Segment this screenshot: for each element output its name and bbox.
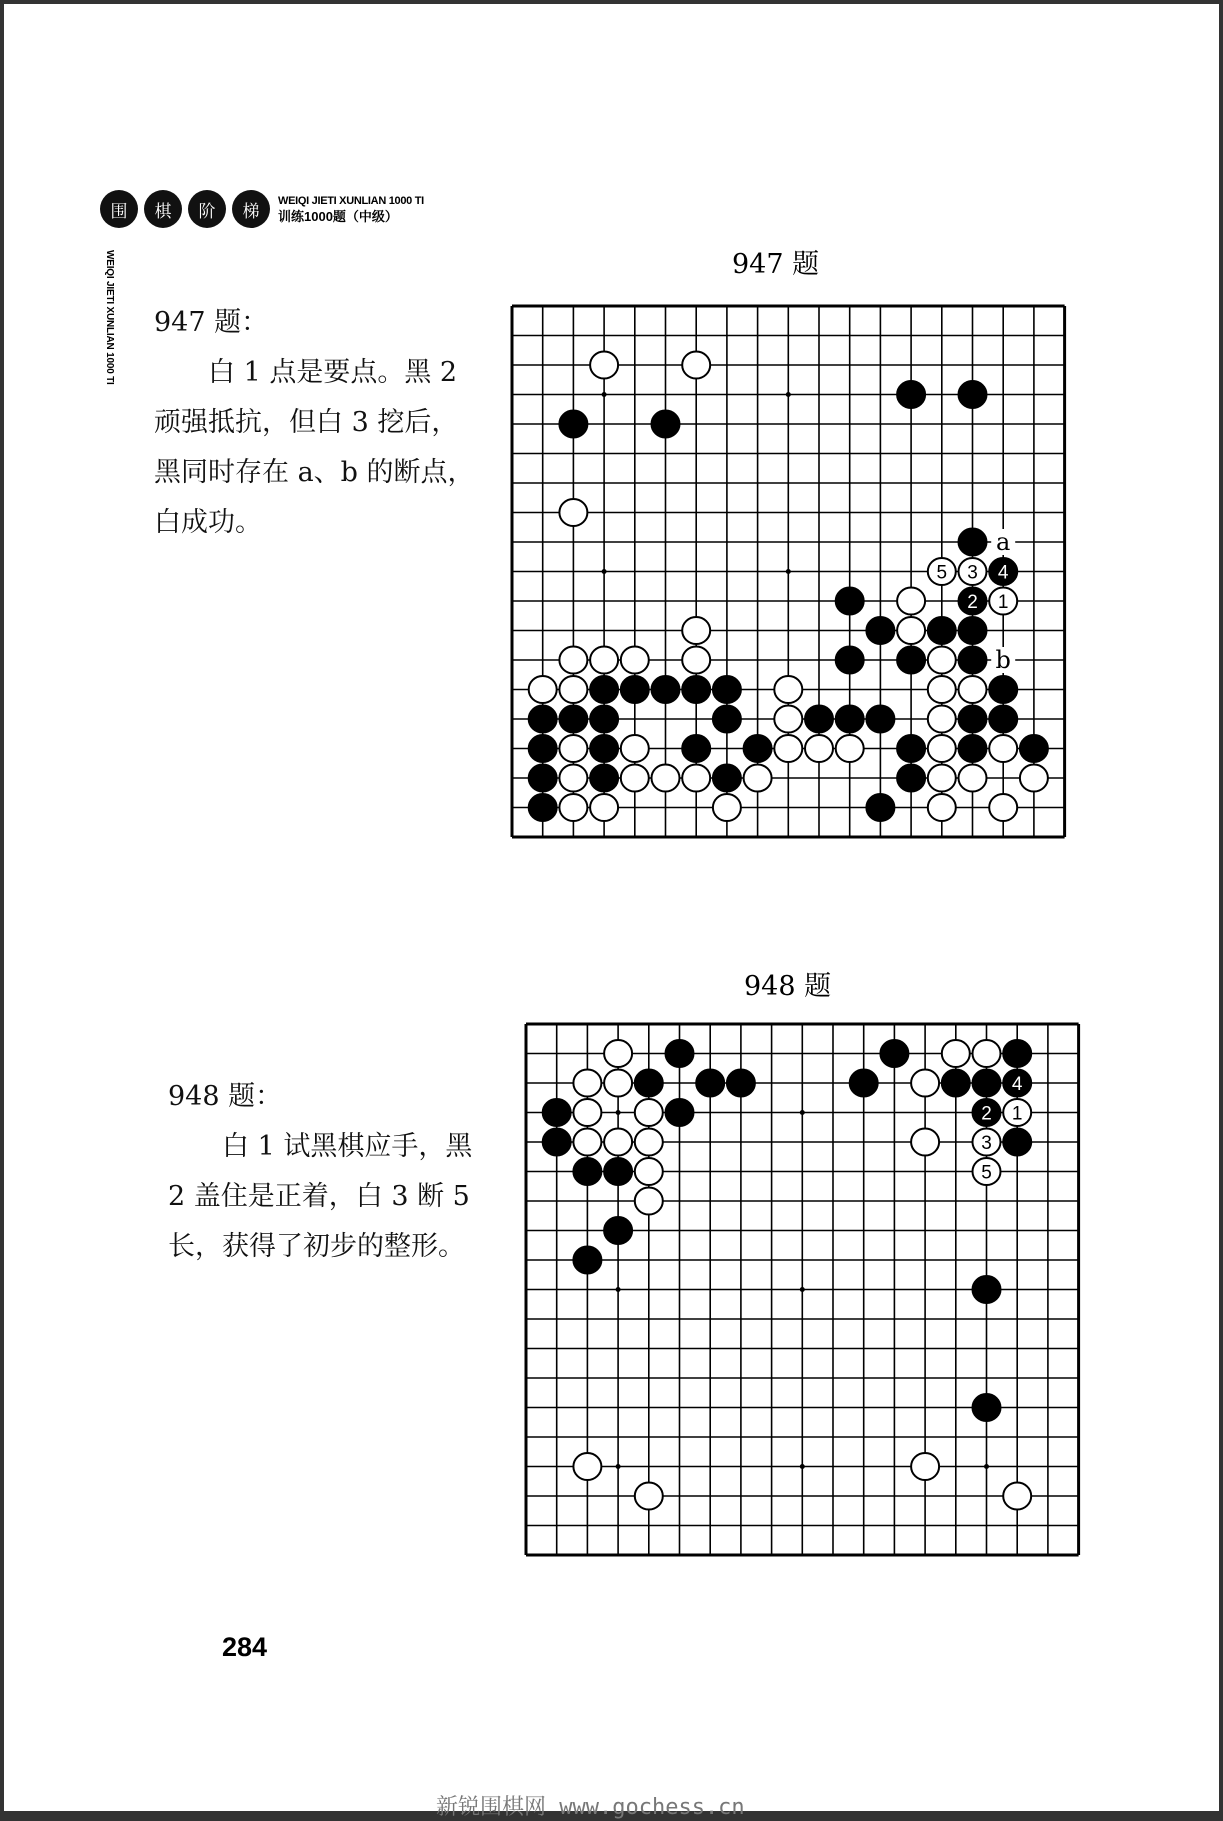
white-stone xyxy=(989,588,1017,615)
white-stone xyxy=(928,735,956,762)
white-stone xyxy=(928,794,956,821)
black-stone xyxy=(973,1394,1001,1421)
black-stone xyxy=(1003,1070,1031,1097)
white-stone xyxy=(774,676,802,703)
white-stone xyxy=(1020,765,1048,792)
black-stone xyxy=(866,794,894,821)
white-stone xyxy=(682,352,710,379)
svg-text:1: 1 xyxy=(1011,1103,1023,1125)
black-stone xyxy=(573,1247,601,1274)
white-stone xyxy=(836,735,864,762)
white-stone xyxy=(911,1070,939,1097)
board-mark-label: b xyxy=(995,646,1011,674)
watermark: 新锐围棋网 www.gochess.cn xyxy=(436,1795,745,1820)
white-stone xyxy=(573,1453,601,1480)
black-stone xyxy=(529,765,557,792)
black-stone xyxy=(635,1070,663,1097)
header-title xyxy=(278,196,424,223)
problem-text-948 xyxy=(168,1072,498,1272)
white-stone xyxy=(682,647,710,674)
black-stone xyxy=(805,706,833,733)
white-stone xyxy=(989,735,1017,762)
white-stone xyxy=(635,1158,663,1185)
white-stone xyxy=(559,794,587,821)
black-stone xyxy=(666,1040,694,1067)
white-stone xyxy=(959,676,987,703)
black-stone xyxy=(604,1158,632,1185)
white-stone xyxy=(559,499,587,526)
black-stone xyxy=(590,676,618,703)
white-stone xyxy=(559,647,587,674)
black-stone xyxy=(959,529,987,556)
black-stone xyxy=(897,647,925,674)
white-stone xyxy=(911,1453,939,1480)
white-stone xyxy=(559,765,587,792)
black-stone xyxy=(897,381,925,408)
header-title-en: WEIQI JIETI XUNLIAN 1000 TI xyxy=(278,194,424,207)
black-stone xyxy=(989,706,1017,733)
black-stone xyxy=(529,794,557,821)
white-stone xyxy=(529,676,557,703)
white-stone xyxy=(652,765,680,792)
svg-text:4: 4 xyxy=(997,562,1009,584)
white-stone xyxy=(911,1129,939,1156)
white-stone xyxy=(973,1040,1001,1067)
black-stone xyxy=(897,765,925,792)
white-stone xyxy=(774,735,802,762)
svg-text:3: 3 xyxy=(981,1133,992,1154)
white-stone xyxy=(928,676,956,703)
white-stone xyxy=(604,1070,632,1097)
go-board-947 xyxy=(504,298,1074,844)
black-stone xyxy=(973,1070,1001,1097)
black-stone xyxy=(713,676,741,703)
black-stone xyxy=(666,1099,694,1126)
black-stone xyxy=(836,706,864,733)
black-stone xyxy=(682,735,710,762)
white-stone xyxy=(928,647,956,674)
white-stone xyxy=(590,352,618,379)
white-stone xyxy=(573,1099,601,1126)
black-stone xyxy=(880,1040,908,1067)
white-stone xyxy=(682,617,710,644)
white-stone xyxy=(559,735,587,762)
black-stone xyxy=(959,735,987,762)
black-stone xyxy=(928,617,956,644)
white-stone xyxy=(897,617,925,644)
white-stone xyxy=(621,647,649,674)
black-stone xyxy=(1003,1129,1031,1156)
black-stone xyxy=(866,617,894,644)
white-stone xyxy=(973,1129,1001,1156)
problem-label: 948 题： xyxy=(168,1081,283,1112)
svg-text:3: 3 xyxy=(967,562,978,584)
black-stone xyxy=(604,1217,632,1244)
logo-circle-1: 围 xyxy=(100,190,138,228)
board-title-947: 947 题 xyxy=(732,249,820,280)
white-stone xyxy=(621,735,649,762)
problem-text-947 xyxy=(154,298,484,548)
black-stone xyxy=(973,1276,1001,1303)
black-stone xyxy=(652,411,680,438)
black-stone xyxy=(529,735,557,762)
black-stone xyxy=(529,706,557,733)
white-stone xyxy=(635,1129,663,1156)
white-stone xyxy=(959,765,987,792)
white-stone xyxy=(573,1070,601,1097)
black-stone xyxy=(543,1099,571,1126)
white-stone xyxy=(621,765,649,792)
black-stone xyxy=(897,735,925,762)
white-stone xyxy=(635,1188,663,1215)
go-board-948 xyxy=(518,1016,1088,1562)
white-stone xyxy=(604,1129,632,1156)
black-stone xyxy=(543,1129,571,1156)
black-stone xyxy=(590,765,618,792)
page-number: 284 xyxy=(222,1632,268,1662)
white-stone xyxy=(1003,1483,1031,1510)
board-title-948: 948 题 xyxy=(744,971,832,1002)
black-stone xyxy=(959,706,987,733)
svg-text:1: 1 xyxy=(997,592,1009,613)
black-stone xyxy=(590,735,618,762)
white-stone xyxy=(928,706,956,733)
logo-circle-3: 阶 xyxy=(188,190,226,228)
white-stone xyxy=(942,1040,970,1067)
svg-text:5: 5 xyxy=(936,562,948,584)
problem-explanation: 白 1 试黑棋应手，黑 2 盖住是正着，白 3 断 5 长，获得了初步的整形。 xyxy=(168,1131,473,1262)
black-stone xyxy=(866,706,894,733)
black-stone xyxy=(1020,735,1048,762)
board-mark-label: a xyxy=(996,528,1011,556)
black-stone xyxy=(973,1099,1001,1126)
black-stone xyxy=(682,676,710,703)
problem-label: 947 题： xyxy=(154,307,269,338)
black-stone xyxy=(559,411,587,438)
black-stone xyxy=(959,381,987,408)
black-stone xyxy=(959,588,987,615)
black-stone xyxy=(850,1070,878,1097)
book-header xyxy=(100,190,424,228)
logo-circle-4: 梯 xyxy=(232,190,270,228)
black-stone xyxy=(959,617,987,644)
black-stone xyxy=(727,1070,755,1097)
black-stone xyxy=(1003,1040,1031,1067)
white-stone xyxy=(805,735,833,762)
svg-text:5: 5 xyxy=(981,1162,992,1184)
white-stone xyxy=(973,1158,1001,1185)
black-stone xyxy=(989,676,1017,703)
black-stone xyxy=(836,647,864,674)
black-stone xyxy=(696,1070,724,1097)
white-stone xyxy=(713,794,741,821)
white-stone xyxy=(590,794,618,821)
logo-circle-2: 棋 xyxy=(144,190,182,228)
black-stone xyxy=(713,765,741,792)
black-stone xyxy=(942,1070,970,1097)
white-stone xyxy=(744,765,772,792)
black-stone xyxy=(590,706,618,733)
black-stone xyxy=(573,1158,601,1185)
side-running-title: WEIQI JIETI XUNLIAN 1000 TI xyxy=(104,250,115,385)
black-stone xyxy=(959,647,987,674)
black-stone xyxy=(713,706,741,733)
white-stone xyxy=(604,1040,632,1067)
white-stone xyxy=(897,588,925,615)
svg-text:2: 2 xyxy=(967,592,978,613)
problem-explanation: 白 1 点是要点。黑 2 顽强抵抗，但白 3 挖后，黑同时存在 a、b 的断点，白成功。 xyxy=(154,357,475,538)
white-stone xyxy=(928,558,956,585)
white-stone xyxy=(635,1483,663,1510)
black-stone xyxy=(836,588,864,615)
white-stone xyxy=(774,706,802,733)
black-stone xyxy=(621,676,649,703)
white-stone xyxy=(1003,1099,1031,1126)
black-stone xyxy=(744,735,772,762)
book-page xyxy=(4,4,1219,1820)
white-stone xyxy=(682,765,710,792)
black-stone xyxy=(559,706,587,733)
white-stone xyxy=(928,765,956,792)
black-stone xyxy=(989,558,1017,585)
header-title-cn: 训练1000题（中级） xyxy=(278,208,398,224)
white-stone xyxy=(590,647,618,674)
white-stone xyxy=(635,1099,663,1126)
svg-text:4: 4 xyxy=(1011,1074,1023,1095)
white-stone xyxy=(559,676,587,703)
white-stone xyxy=(989,794,1017,821)
black-stone xyxy=(652,676,680,703)
white-stone xyxy=(959,558,987,585)
svg-text:2: 2 xyxy=(981,1103,992,1125)
white-stone xyxy=(573,1129,601,1156)
